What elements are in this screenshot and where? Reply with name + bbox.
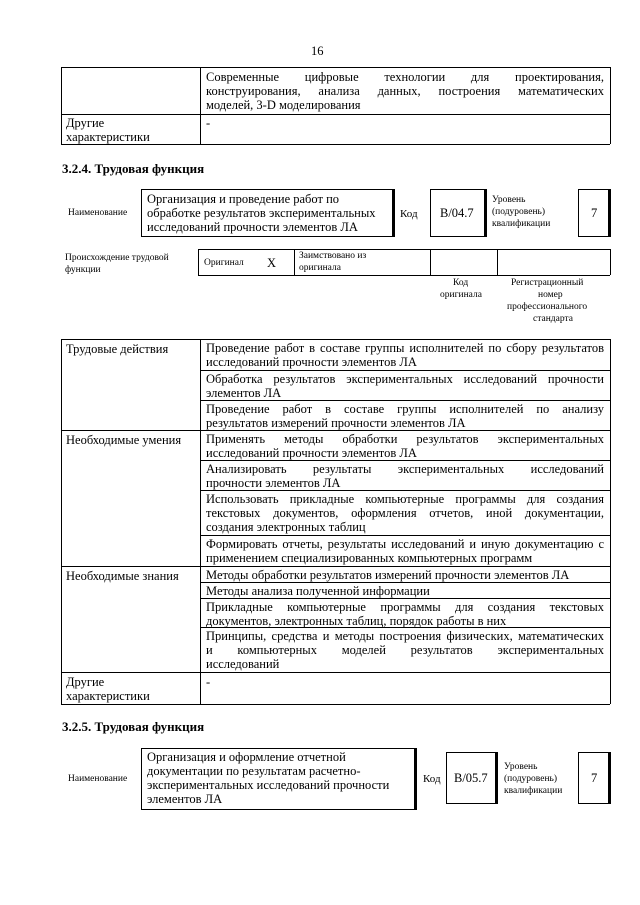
table-row-line: Проведение работ в составе группы исполнителей по анализу <box>206 402 604 416</box>
level-label: (подуровень) <box>504 774 558 784</box>
section-heading-324: 3.2.4. Трудовая функция <box>62 161 205 176</box>
function-name-line: Организация и оформление отчетной <box>147 750 346 764</box>
group-label-other: характеристики <box>66 689 150 703</box>
borrowed-label: оригинала <box>299 263 341 273</box>
function-name-box <box>141 748 416 810</box>
table-row-line: элементов ЛА <box>206 386 282 400</box>
table-row-line: исследований прочности элементов ЛА <box>206 355 417 369</box>
top-row-line: Современные цифровые технологии для проектирования, <box>206 70 604 84</box>
level-label: Уровень <box>492 195 526 205</box>
function-name-line: элементов ЛА <box>147 792 223 806</box>
table-row-line: и компьютерных моделей результатов экспериментальных <box>206 643 604 657</box>
function-code: B/05.7 <box>454 771 488 785</box>
table-row-line: Принципы, средства и методы построения физических, математических <box>206 629 604 643</box>
top-row-line: моделей, 3-D моделирования <box>206 98 361 112</box>
other-characteristics-label: характеристики <box>66 130 150 144</box>
table-row-line: текстовых документов, оформления отчетов, иной документации, <box>206 506 604 520</box>
function-name-line: экспериментальных исследований прочности <box>147 778 390 792</box>
table-row-line: Методы обработки результатов измерений прочности элементов ЛА <box>206 568 570 582</box>
qualification-level: 7 <box>591 206 598 220</box>
name-label: Наименование <box>68 774 128 784</box>
table-row-line: Использовать прикладные компьютерные программы для создания <box>206 492 604 506</box>
function-name-line: обработке результатов экспериментальных <box>147 206 376 220</box>
code-original-label: Код <box>453 278 469 288</box>
table-row-line: Анализировать результаты экспериментальных исследований <box>206 462 604 476</box>
level-label: квалификации <box>492 219 551 229</box>
level-label: Уровень <box>504 762 538 772</box>
other-characteristics-label: Другие <box>66 116 105 130</box>
reg-number-label: профессионального <box>507 302 588 312</box>
table-row-line: Прикладные компьютерные программы для создания текстовых <box>206 600 604 614</box>
reg-number-label: стандарта <box>533 314 573 324</box>
level-label: квалификации <box>504 786 563 796</box>
other-characteristics-value: - <box>206 116 211 130</box>
name-label: Наименование <box>68 208 128 218</box>
table-row-line: создания электронных таблиц <box>206 520 366 534</box>
group-label-skills: Необходимые умения <box>66 433 182 447</box>
level-box <box>578 752 611 804</box>
qualification-level: 7 <box>591 771 598 785</box>
top-row-line: конструирования, анализа данных, построения математических <box>206 84 604 98</box>
table-row-line: Обработка результатов экспериментальных исследований прочности <box>206 372 604 386</box>
level-label: (подуровень) <box>492 207 546 217</box>
reg-number-label: номер <box>538 290 563 300</box>
group-label-other: Другие <box>66 675 105 689</box>
borrowed-label: Заимствовано из <box>299 251 367 261</box>
function-name-line: Организация и проведение работ по <box>147 192 340 206</box>
group-label-knowledge: Необходимые знания <box>66 569 179 583</box>
table-row-line: Методы анализа полученной информации <box>206 584 430 598</box>
group-label-actions: Трудовые действия <box>66 342 169 356</box>
table-row-line: Проведение работ в составе группы исполнителей по сбору результатов <box>206 341 604 355</box>
original-mark: X <box>267 256 277 270</box>
section-heading-325: 3.2.5. Трудовая функция <box>62 719 205 734</box>
table-row-line: документов, электронных таблиц, порядок работы в них <box>206 614 507 628</box>
reg-number-label: Регистрационный <box>511 278 584 288</box>
function-name-line: исследований прочности элементов ЛА <box>147 220 358 234</box>
table-row-line: Применять методы обработки результатов экспериментальных <box>206 432 604 446</box>
table-row-line: исследований <box>206 657 280 671</box>
function-name-line: документации по результатам расчетно- <box>147 764 361 778</box>
code-box <box>446 752 498 804</box>
origin-label: функции <box>65 265 101 275</box>
table-row-line: - <box>206 675 211 689</box>
page-number: 16 <box>311 44 324 58</box>
origin-label: Происхождение трудовой <box>65 253 169 263</box>
code-label: Код <box>423 773 441 785</box>
table-row-line: Формировать отчеты, результаты исследований и иную документацию с <box>206 537 604 551</box>
level-box <box>578 189 611 237</box>
original-label: Оригинал <box>204 258 244 268</box>
code-label: Код <box>400 208 418 220</box>
table-row-line: прочности элементов ЛА <box>206 476 341 490</box>
code-box <box>430 189 487 237</box>
table-row-line: результатов измерений прочности элементов ЛА <box>206 416 466 430</box>
function-code: B/04.7 <box>440 206 474 220</box>
function-name-box <box>141 189 394 237</box>
table-row-line: исследований прочности элементов ЛА <box>206 446 417 460</box>
code-original-label: оригинала <box>440 290 482 300</box>
table-row-line: применением специализированных компьютерных программ <box>206 551 533 565</box>
